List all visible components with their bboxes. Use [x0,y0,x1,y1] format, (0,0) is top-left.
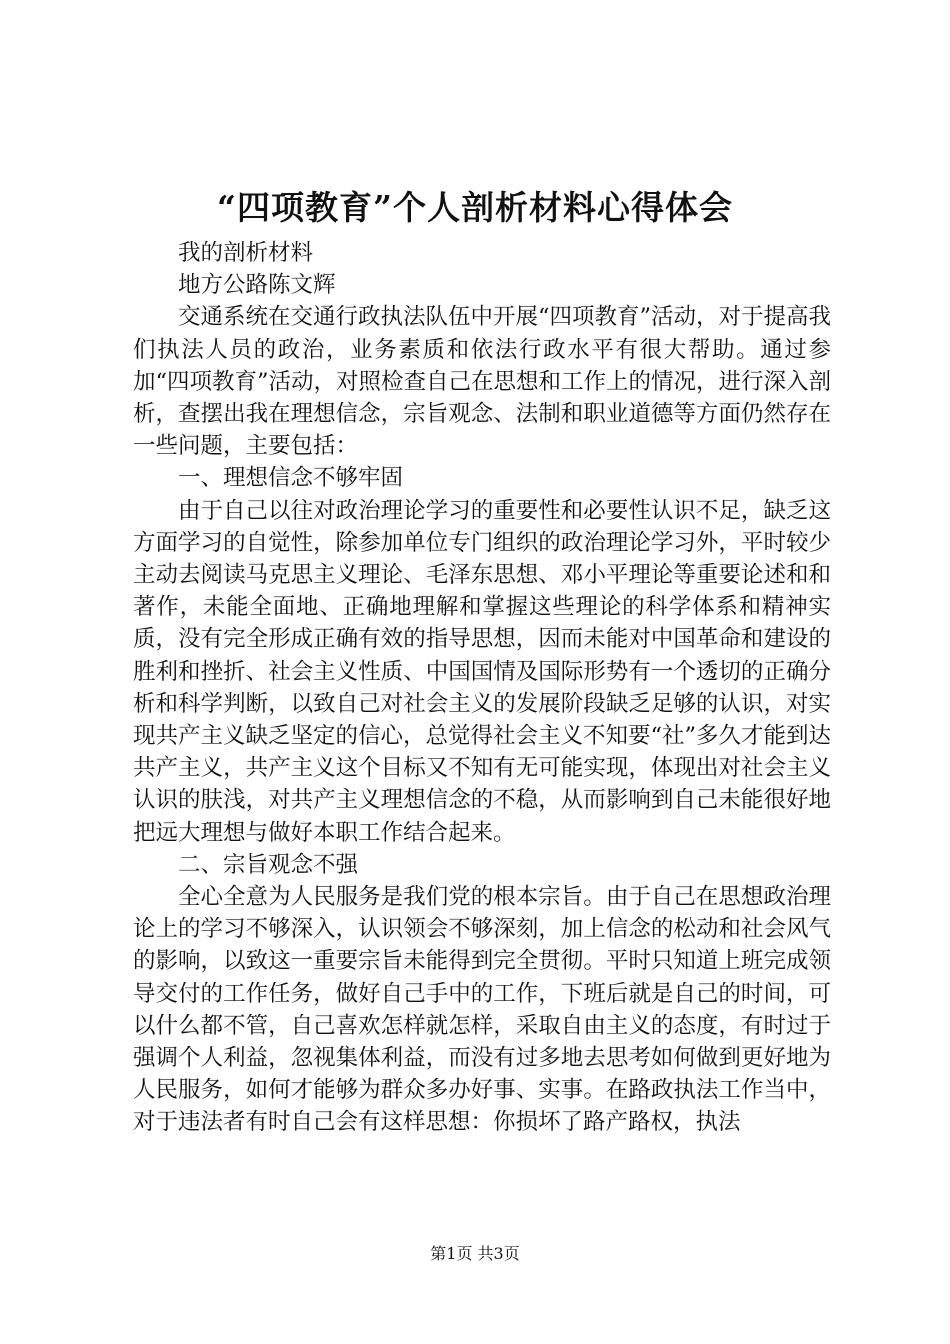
document-title: “四项教育”个人剖析材料心得体会 [217,188,733,227]
paragraph-section-1: 由于自己以往对政治理论学习的重要性和必要性认识不足，缺乏这方面学习的自觉性，除参加单位专门组织的政治理论学习外，平时较少主动去阅读马克思主义理论、毛泽东思想、邓小平理论等重要论述和和著作，未能全面地、正确地理解和掌握这些理论的科学体系和精神实质，没有完全形成正确有效的指导思想，因而未能对中国革命和建设的胜利和挫折、社会主义性质、中国国情及国际形势有一个透切的正确分析和科学判断，以致自己对社会主义的发展阶段缺乏足够的认识，对实现共产主义缺乏坚定的信心，总觉得社会主义不知要“社”多久才能到达共产主义，共产主义这个目标又不知有无可能实现，体现出对社会主义认识的肤浅，对共产主义理想信念的不稳，从而影响到自己未能很好地把远大理想与做好本职工作结合起来。 [133,497,832,846]
section-heading-1: 一、理想信念不够牢固 [178,465,404,492]
page-number-footer: 第1页 共3页 [430,1244,520,1263]
paragraph-subtitle: 我的剖析材料 [178,240,314,266]
section-heading-2: 二、宗旨观念不强 [178,851,359,878]
paragraph-section-2: 全心全意为人民服务是我们党的根本宗旨。由于自己在思想政治理论上的学习不够深入，认识领会不够深刻，加上信念的松动和社会风气的影响，以致这一重要宗旨未能得到完全贯彻。平时只知道上班完成领导交付的工作任务，做好自己手中的工作，下班后就是自己的时间，可以什么都不管，自己喜欢怎样就怎样，采取自由主义的态度，有时过于强调个人利益，忽视集体利益，而没有过多地去思考如何做到更好地为人民服务，如何才能够为群众多办好事、实事。在路政执法工作当中，对于违法者有时自己会有这样思想：你损坏了路产路权，执法 [133,884,831,1136]
document-body [133,237,831,1139]
paragraph-intro: 交通系统在交通行政执法队伍中开展“四项教育”活动，对于提高我们执法人员的政治，业务素质和依法行政水平有很大帮助。通过参加“四项教育”活动，对照检查自己在思想和工作上的情况，进行深入剖析，查摆出我在理想信念，宗旨观念、法制和职业道德等方面仍然存在一些问题，主要包括： [133,304,832,460]
paragraph-author: 地方公路陈文辉 [178,272,336,299]
